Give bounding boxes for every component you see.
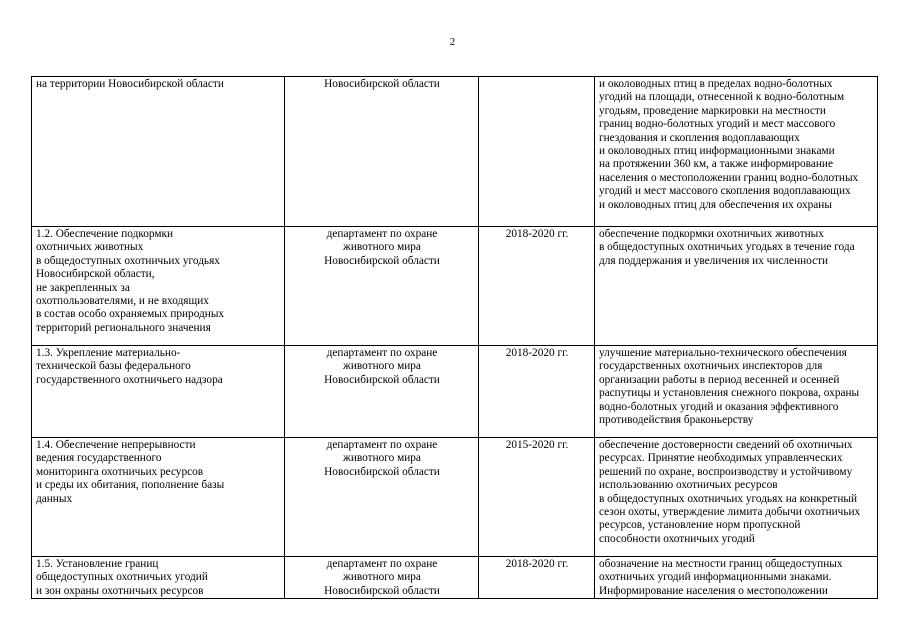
result-line: охотничьих угодий информационными знаками. [599, 571, 832, 584]
result-line: угодьям, проведение маркировки на местности [599, 104, 826, 117]
activity-line: охотничьих животных [36, 241, 144, 254]
executor-line: животного мира [343, 452, 421, 465]
result-line: использованию охотничьих ресурсов [599, 479, 778, 492]
table-row [32, 227, 878, 346]
activity-line: и среды их обитания, пополнение базы [36, 479, 225, 492]
period-cell [479, 346, 595, 438]
executor-line: животного мира [343, 241, 421, 254]
activity-line: 1.4. Обеспечение непрерывности [36, 439, 196, 451]
table-row [32, 77, 878, 227]
period-cell [479, 77, 595, 227]
activity-line: охотпользователями, и не входящих [36, 295, 209, 308]
program-activities-table [31, 76, 878, 599]
activity-line: мониторинга охотничьих ресурсов [36, 465, 204, 478]
result-line: границ водно-болотных угодий и мест массового [599, 118, 836, 131]
result-line: сезон охоты, утверждение лимита добычи охотничьих [599, 506, 861, 519]
period-text: 2018-2020 гг. [505, 347, 569, 359]
result-line: ресурсах. Принятие необходимых управленческих [599, 452, 843, 465]
result-cell [595, 346, 878, 438]
executor-line: Новосибирской области [324, 78, 440, 90]
result-line: на протяжении 360 км, а также информирование [599, 158, 833, 171]
activity-line: и зон охраны охотничьих ресурсов [36, 584, 204, 597]
executor-line: Новосибирской области [324, 254, 440, 267]
period-cell [479, 557, 595, 599]
activity-line: 1.5. Установление границ [36, 558, 159, 570]
page-number: 2 [449, 36, 456, 48]
activity-line: государственного охотничьего надзора [36, 373, 223, 386]
result-line: водно-болотных угодий и оказания эффективного [599, 400, 839, 413]
executor-cell [285, 346, 479, 438]
result-line: угодий на площади, отнесенной к водно-болотным [599, 91, 845, 104]
executor-cell [285, 438, 479, 557]
result-line: улучшение материально-технического обеспечения [599, 347, 847, 359]
result-line: государственных охотничьих инспекторов для [599, 360, 823, 373]
period-text: 2018-2020 гг. [505, 228, 569, 240]
result-line: решений по охране, воспроизводству и устойчивому [599, 465, 853, 478]
executor-line: животного мира [343, 360, 421, 373]
result-line: гнездования и скопления водоплавающих [599, 131, 800, 144]
activity-line: технической базы федерального [36, 360, 191, 373]
activity-line: 1.3. Укрепление материально- [36, 347, 181, 359]
activity-cell [32, 557, 285, 599]
activity-line: на территории Новосибирской области [36, 78, 224, 90]
result-line: ресурсов, установление норм пропускной [599, 519, 801, 532]
result-cell [595, 77, 878, 227]
result-cell [595, 227, 878, 346]
result-line: обеспечение подкормки охотничьих животных [599, 228, 824, 240]
activity-line: в общедоступных охотничьих угодьях [36, 254, 220, 267]
executor-line: Новосибирской области [324, 373, 440, 386]
period-text: 2018-2020 гг. [505, 558, 569, 570]
result-line: организации работы в период весенней и осенней [599, 373, 840, 386]
table-row [32, 346, 878, 438]
result-line: для поддержания и увеличения их численности [599, 254, 829, 267]
result-line: распутицы и установления снежного покрова, охраны [599, 387, 860, 400]
result-line: населения о местоположении границ водно-болотных [599, 171, 859, 184]
executor-cell [285, 227, 479, 346]
result-cell [595, 557, 878, 599]
executor-line: Новосибирской области [324, 584, 440, 597]
activity-line: ведения государственного [36, 452, 162, 465]
activity-line: данных [36, 492, 73, 505]
activity-cell [32, 346, 285, 438]
executor-cell [285, 77, 479, 227]
executor-line: департамент по охране [326, 228, 438, 240]
executor-line: животного мира [343, 571, 421, 584]
result-line: и околоводных птиц в пределах водно-болотных [599, 78, 833, 90]
result-line: Информирование населения о местоположении [599, 584, 828, 597]
activity-cell [32, 227, 285, 346]
activity-line: Новосибирской области, [36, 268, 155, 281]
table-row [32, 438, 878, 557]
executor-line: департамент по охране [326, 347, 438, 359]
period-cell [479, 227, 595, 346]
executor-line: департамент по охране [326, 439, 438, 451]
result-line: в общедоступных охотничьих угодьях на конкретный [599, 492, 858, 505]
period-text: 2015-2020 гг. [505, 439, 569, 451]
result-line: угодий и мест массового скопления водоплавающих [599, 185, 851, 198]
result-cell [595, 438, 878, 557]
activity-line: территорий регионального значения [36, 321, 211, 334]
activity-line: не закрепленных за [36, 281, 130, 294]
result-line: и околоводных птиц для обеспечения их охраны [599, 198, 832, 211]
result-line: обеспечение достоверности сведений об охотничьих [599, 439, 853, 451]
table-row [32, 557, 878, 599]
period-cell [479, 438, 595, 557]
activity-line: 1.2. Обеспечение подкормки [36, 228, 174, 240]
activity-line: в состав особо охраняемых природных [36, 308, 225, 321]
result-line: в общедоступных охотничьих угодьях в течение года [599, 241, 855, 254]
executor-cell [285, 557, 479, 599]
result-line: и околоводных птиц информационными знаками [599, 145, 835, 158]
executor-line: департамент по охране [326, 558, 438, 570]
executor-line: Новосибирской области [324, 465, 440, 478]
result-line: способности охотничьих угодий [599, 532, 755, 545]
result-line: обозначение на местности границ общедоступных [599, 558, 843, 570]
result-line: противодействия браконьерству [599, 414, 754, 427]
activity-cell [32, 77, 285, 227]
activity-line: общедоступных охотничьих угодий [36, 571, 208, 584]
activity-cell [32, 438, 285, 557]
